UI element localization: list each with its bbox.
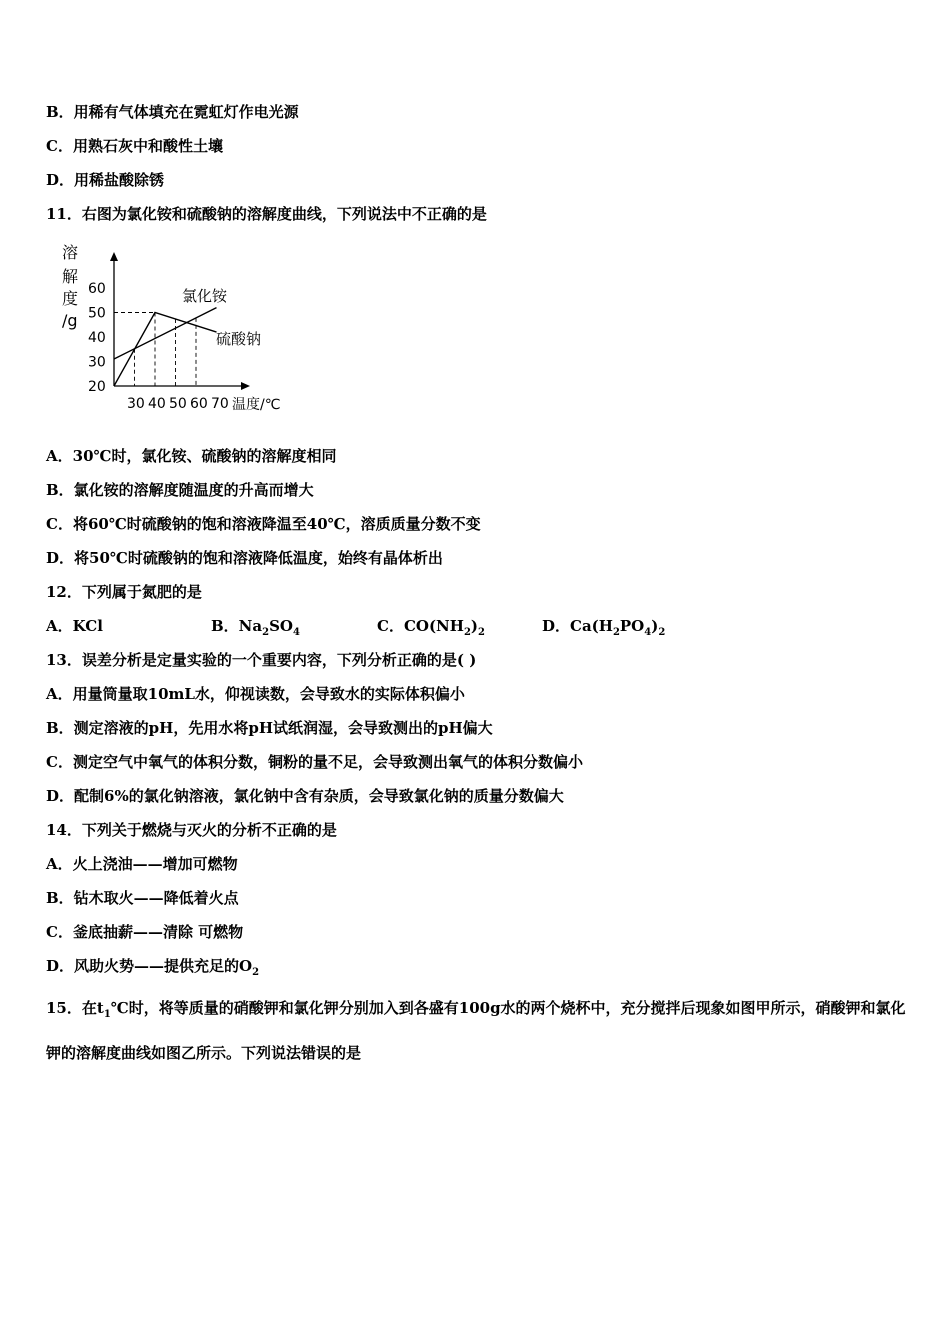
q14-option-c: C．釜底抽薪——清除 可燃物 — [46, 923, 244, 941]
ylabel-char-2: 解 — [62, 267, 79, 286]
q10-option-c: C．用熟石灰中和酸性土壤 — [46, 137, 223, 155]
series-line-2 — [114, 313, 217, 387]
q12-stem: 12．下列属于氮肥的是 — [46, 583, 202, 601]
x-axis-arrow — [241, 382, 250, 390]
y-tick-label-20: 20 — [88, 379, 106, 395]
q14-option-a: A．火上浇油——增加可燃物 — [46, 855, 238, 873]
q12-option-a: A．KCl — [46, 617, 103, 635]
x-tick-label-30: 30 — [127, 396, 145, 412]
q12-option-c: C．$CO(NH_2)_2$ — [377, 617, 485, 638]
q12-option-b: B．$Na_2SO_4$ — [211, 617, 300, 638]
q13-stem: 13．误差分析是定量实验的一个重要内容，下列分析正确的是( ) — [46, 651, 477, 669]
q13-option-b: B．测定溶液的pH，先用水将pH试纸润湿，会导致测出的pH偏大 — [46, 719, 493, 737]
q14-stem: 14．下列关于燃烧与灭火的分析不正确的是 — [46, 821, 337, 839]
series-label-nh4cl: 氯化铵 — [182, 287, 228, 305]
ylabel-char-3: 度 — [62, 289, 79, 308]
solubility-chart — [58, 238, 298, 413]
q11-option-a: A．30℃时，氯化铵、硫酸钠的溶解度相同 — [46, 447, 337, 465]
q10-option-d: D．用稀盐酸除锈 — [46, 171, 165, 189]
q13-option-d: D．配制6%的氯化钠溶液，氯化钠中含有杂质，会导致氯化钠的质量分数偏大 — [46, 787, 564, 805]
ylabel-char-1: 溶 — [62, 243, 79, 262]
y-tick-label-60: 60 — [88, 281, 106, 297]
y-tick-label-30: 30 — [88, 354, 106, 371]
q11-option-b: B．氯化铵的溶解度随温度的升高而增大 — [46, 481, 314, 499]
x-tick-label-50: 50 — [169, 396, 187, 412]
xlabel: 温度/℃ — [232, 397, 281, 413]
ylabel-char-4: /g — [62, 311, 78, 330]
q15-stem: 15．在$t_1℃$时，将等质量的硝酸钾和氯化钾分别加入到各盛有100g水的两个烧杯中，充分搅拌后现象如图甲所示，硝酸钾和氯化钾的溶解度曲线如图乙所示。下列说法错误的是 — [46, 999, 906, 1062]
q13-option-a: A．用量筒量取10mL水，仰视读数，会导致水的实际体积偏小 — [46, 685, 465, 703]
q12-option-d: D．$Ca(H_2PO_4)_2$ — [542, 617, 666, 638]
series-label-na2so4: 硫酸钠 — [216, 330, 262, 348]
y-tick-label-50: 50 — [88, 305, 106, 322]
q14-option-b: B．钻木取火——降低着火点 — [46, 889, 239, 907]
q11-option-c: C．将60℃时硫酸钠的饱和溶液降温至40℃，溶质质量分数不变 — [46, 515, 481, 533]
y-tick-label-40: 40 — [88, 330, 106, 346]
x-tick-label-40: 40 — [148, 396, 166, 412]
q13-option-c: C．测定空气中氧气的体积分数，铜粉的量不足，会导致测出氧气的体积分数偏小 — [46, 753, 583, 771]
y-axis-arrow — [110, 252, 118, 261]
q11-stem: 11．右图为氯化铵和硫酸钠的溶解度曲线，下列说法中不正确的是 — [46, 205, 487, 223]
q11-option-d: D．将50℃时硫酸钠的饱和溶液降低温度，始终有晶体析出 — [46, 549, 443, 567]
x-tick-label-60: 60 — [190, 396, 208, 412]
x-tick-label-70: 70 — [211, 396, 229, 412]
q14-option-d: D．风助火势——提供充足的$O_2$ — [46, 957, 260, 978]
q10-option-b: B．用稀有气体填充在霓虹灯作电光源 — [46, 103, 299, 121]
